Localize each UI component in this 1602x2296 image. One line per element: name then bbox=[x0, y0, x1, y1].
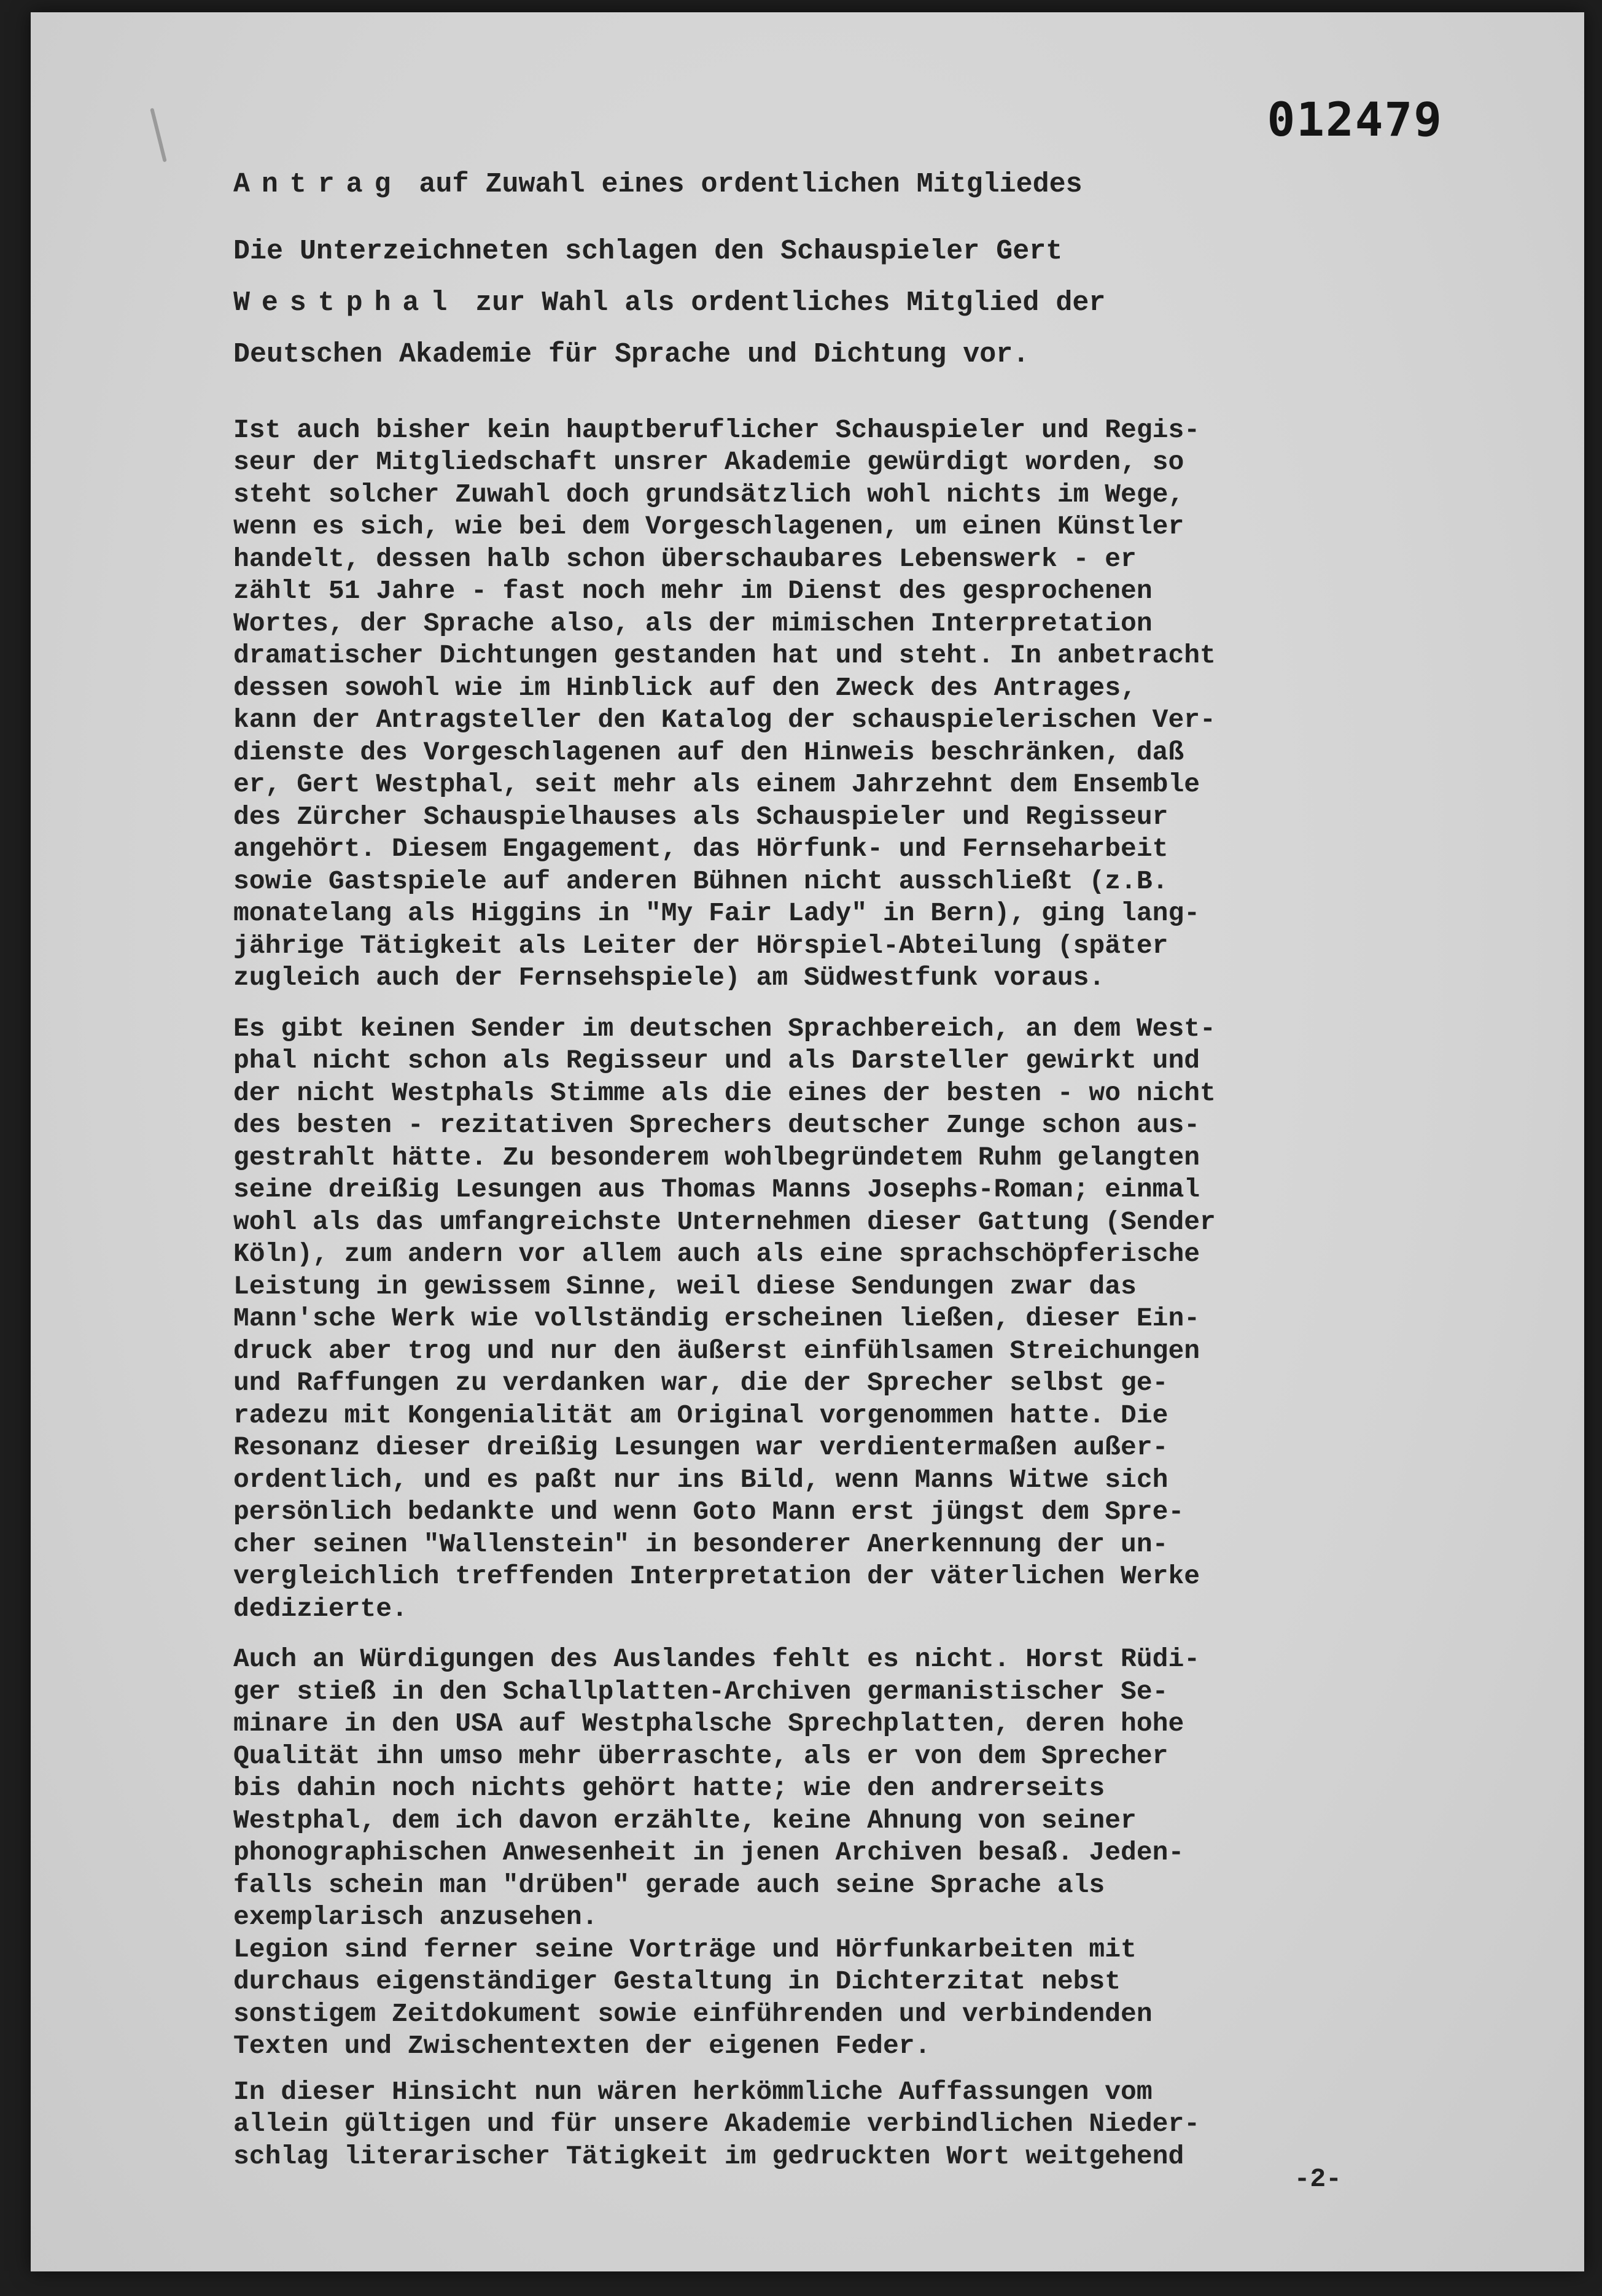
text-line: Westphal, dem ich davon erzählte, keine Ahnung von seiner bbox=[233, 1805, 1137, 1836]
intro-line bbox=[233, 277, 1511, 329]
text-line: Legion sind ferner seine Vorträge und Hörfunkarbeiten mit bbox=[233, 1934, 1137, 1964]
heading-spaced-word: Antrag bbox=[233, 169, 403, 200]
document-body bbox=[233, 169, 1511, 2173]
text-line: allein gültigen und für unsere Akademie verbindlichen Nieder- bbox=[233, 2109, 1200, 2139]
text-line: dramatischer Dichtungen gestanden hat und steht. In anbetracht bbox=[233, 640, 1216, 670]
text-line: persönlich bedankte und wenn Goto Mann erst jüngst dem Spre- bbox=[233, 1497, 1184, 1527]
text-line: phonographischen Anwesenheit in jenen Archiven besaß. Jeden- bbox=[233, 1837, 1184, 1867]
paragraph-1 bbox=[233, 414, 1511, 995]
text-line: exemplarisch anzusehen. bbox=[233, 1902, 598, 1932]
text-line: des besten - rezitativen Sprechers deutscher Zunge schon aus- bbox=[233, 1110, 1200, 1140]
text-line: Ist auch bisher kein hauptberuflicher Schauspieler und Regis- bbox=[233, 414, 1200, 445]
text-line: Leistung in gewissem Sinne, weil diese Sendungen zwar das bbox=[233, 1271, 1137, 1301]
text-line: kann der Antragsteller den Katalog der schauspielerischen Ver- bbox=[233, 705, 1216, 735]
text-line: phal nicht schon als Regisseur und als Darsteller gewirkt und bbox=[233, 1045, 1200, 1076]
text-line: dessen sowohl wie im Hinblick auf den Zweck des Antrages, bbox=[233, 672, 1137, 703]
text-line: wenn es sich, wie bei dem Vorgeschlagenen, um einen Künstler bbox=[233, 511, 1184, 541]
text-line: zählt 51 Jahre - fast noch mehr im Dienst des gesprochenen bbox=[233, 576, 1153, 606]
text-line: Köln), zum andern vor allem auch als eine sprachschöpferische bbox=[233, 1239, 1200, 1269]
pencil-mark bbox=[150, 108, 167, 163]
text-line: bis dahin noch nichts gehört hatte; wie den andrerseits bbox=[233, 1773, 1105, 1803]
text-line: und Raffungen zu verdanken war, die der Sprecher selbst ge- bbox=[233, 1368, 1168, 1398]
text-line: Es gibt keinen Sender im deutschen Sprachbereich, an dem West- bbox=[233, 1013, 1216, 1044]
document-number: 012479 bbox=[1267, 92, 1443, 147]
text-line: dienste des Vorgeschlagenen auf den Hinweis beschränken, daß bbox=[233, 737, 1184, 767]
text-line: falls schein man "drüben" gerade auch seine Sprache als bbox=[233, 1869, 1105, 1900]
intro-block bbox=[233, 226, 1511, 381]
text-line: ordentlich, und es paßt nur ins Bild, wenn Manns Witwe sich bbox=[233, 1464, 1168, 1495]
intro-spaced-name: Westphal bbox=[233, 287, 459, 319]
intro-line: Die Unterzeichneten schlagen den Schauspieler Gert bbox=[233, 235, 1063, 267]
text-line: monatelang als Higgins in "My Fair Lady" in Bern), ging lang- bbox=[233, 898, 1200, 928]
heading-rest: auf Zuwahl eines ordentlichen Mitgliedes bbox=[419, 169, 1083, 200]
text-line: Mann'sche Werk wie vollständig erscheinen ließen, dieser Ein- bbox=[233, 1303, 1200, 1333]
text-line: jährige Tätigkeit als Leiter der Hörspiel-Abteilung (später bbox=[233, 930, 1168, 961]
text-line: dedizierte. bbox=[233, 1593, 408, 1624]
paragraph-2 bbox=[233, 1013, 1511, 1626]
text-line: In dieser Hinsicht nun wären herkömmliche Auffassungen vom bbox=[233, 2076, 1153, 2107]
paragraph-5 bbox=[233, 2076, 1511, 2173]
text-line: radezu mit Kongenialität am Original vorgenommen hatte. Die bbox=[233, 1400, 1168, 1430]
text-line: vergleichlich treffenden Interpretation der väterlichen Werke bbox=[233, 1561, 1200, 1591]
text-line: minare in den USA auf Westphalsche Sprechplatten, deren hohe bbox=[233, 1708, 1184, 1739]
text-line: Qualität ihn umso mehr überraschte, als er von dem Sprecher bbox=[233, 1740, 1168, 1771]
page-number: -2- bbox=[1294, 2164, 1342, 2194]
text-line: cher seinen "Wallenstein" in besonderer Anerkennung der un- bbox=[233, 1529, 1168, 1559]
paragraph-3 bbox=[233, 1643, 1511, 1934]
document-heading bbox=[233, 169, 1511, 201]
text-line: zugleich auch der Fernsehspiele) am Südwestfunk voraus. bbox=[233, 963, 1105, 993]
text-line: druck aber trog und nur den äußerst einfühlsamen Streichungen bbox=[233, 1335, 1200, 1366]
text-line: gestrahlt hätte. Zu besonderem wohlbegründetem Ruhm gelangten bbox=[233, 1142, 1200, 1173]
text-line: angehört. Diesem Engagement, das Hörfunk- und Fernseharbeit bbox=[233, 834, 1168, 864]
text-line: schlag literarischer Tätigkeit im gedruckten Wort weitgehend bbox=[233, 2141, 1184, 2171]
intro-line-rest: zur Wahl als ordentliches Mitglied der bbox=[475, 287, 1106, 319]
text-line: handelt, dessen halb schon überschaubares Lebenswerk - er bbox=[233, 543, 1137, 574]
text-line: durchaus eigenständiger Gestaltung in Dichterzitat nebst bbox=[233, 1966, 1121, 1996]
text-line: er, Gert Westphal, seit mehr als einem Jahrzehnt dem Ensemble bbox=[233, 769, 1200, 799]
text-line: ger stieß in den Schallplatten-Archiven germanistischer Se- bbox=[233, 1676, 1168, 1707]
text-line: Wortes, der Sprache also, als der mimischen Interpretation bbox=[233, 608, 1153, 638]
text-line: Auch an Würdigungen des Auslandes fehlt es nicht. Horst Rüdi- bbox=[233, 1644, 1200, 1674]
text-line: sonstigem Zeitdokument sowie einführenden und verbindenden bbox=[233, 1998, 1153, 2029]
text-line: sowie Gastspiele auf anderen Bühnen nicht ausschließt (z.B. bbox=[233, 866, 1168, 896]
text-line: wohl als das umfangreichste Unternehmen dieser Gattung (Sender bbox=[233, 1206, 1216, 1237]
text-line: Resonanz dieser dreißig Lesungen war verdientermaßen außer- bbox=[233, 1432, 1168, 1462]
text-line: der nicht Westphals Stimme als die eines der besten - wo nicht bbox=[233, 1077, 1216, 1108]
paragraph-4 bbox=[233, 1934, 1511, 2063]
text-line: des Zürcher Schauspielhauses als Schauspieler und Regisseur bbox=[233, 801, 1168, 832]
intro-line: Deutschen Akademie für Sprache und Dichtung vor. bbox=[233, 338, 1030, 370]
document-page bbox=[31, 12, 1584, 2271]
text-line: seine dreißig Lesungen aus Thomas Manns Josephs-Roman; einmal bbox=[233, 1174, 1200, 1204]
text-line: Texten und Zwischentexten der eigenen Feder. bbox=[233, 2031, 931, 2061]
text-line: seur der Mitgliedschaft unsrer Akademie gewürdigt worden, so bbox=[233, 447, 1184, 477]
text-line: steht solcher Zuwahl doch grundsätzlich wohl nichts im Wege, bbox=[233, 479, 1184, 510]
